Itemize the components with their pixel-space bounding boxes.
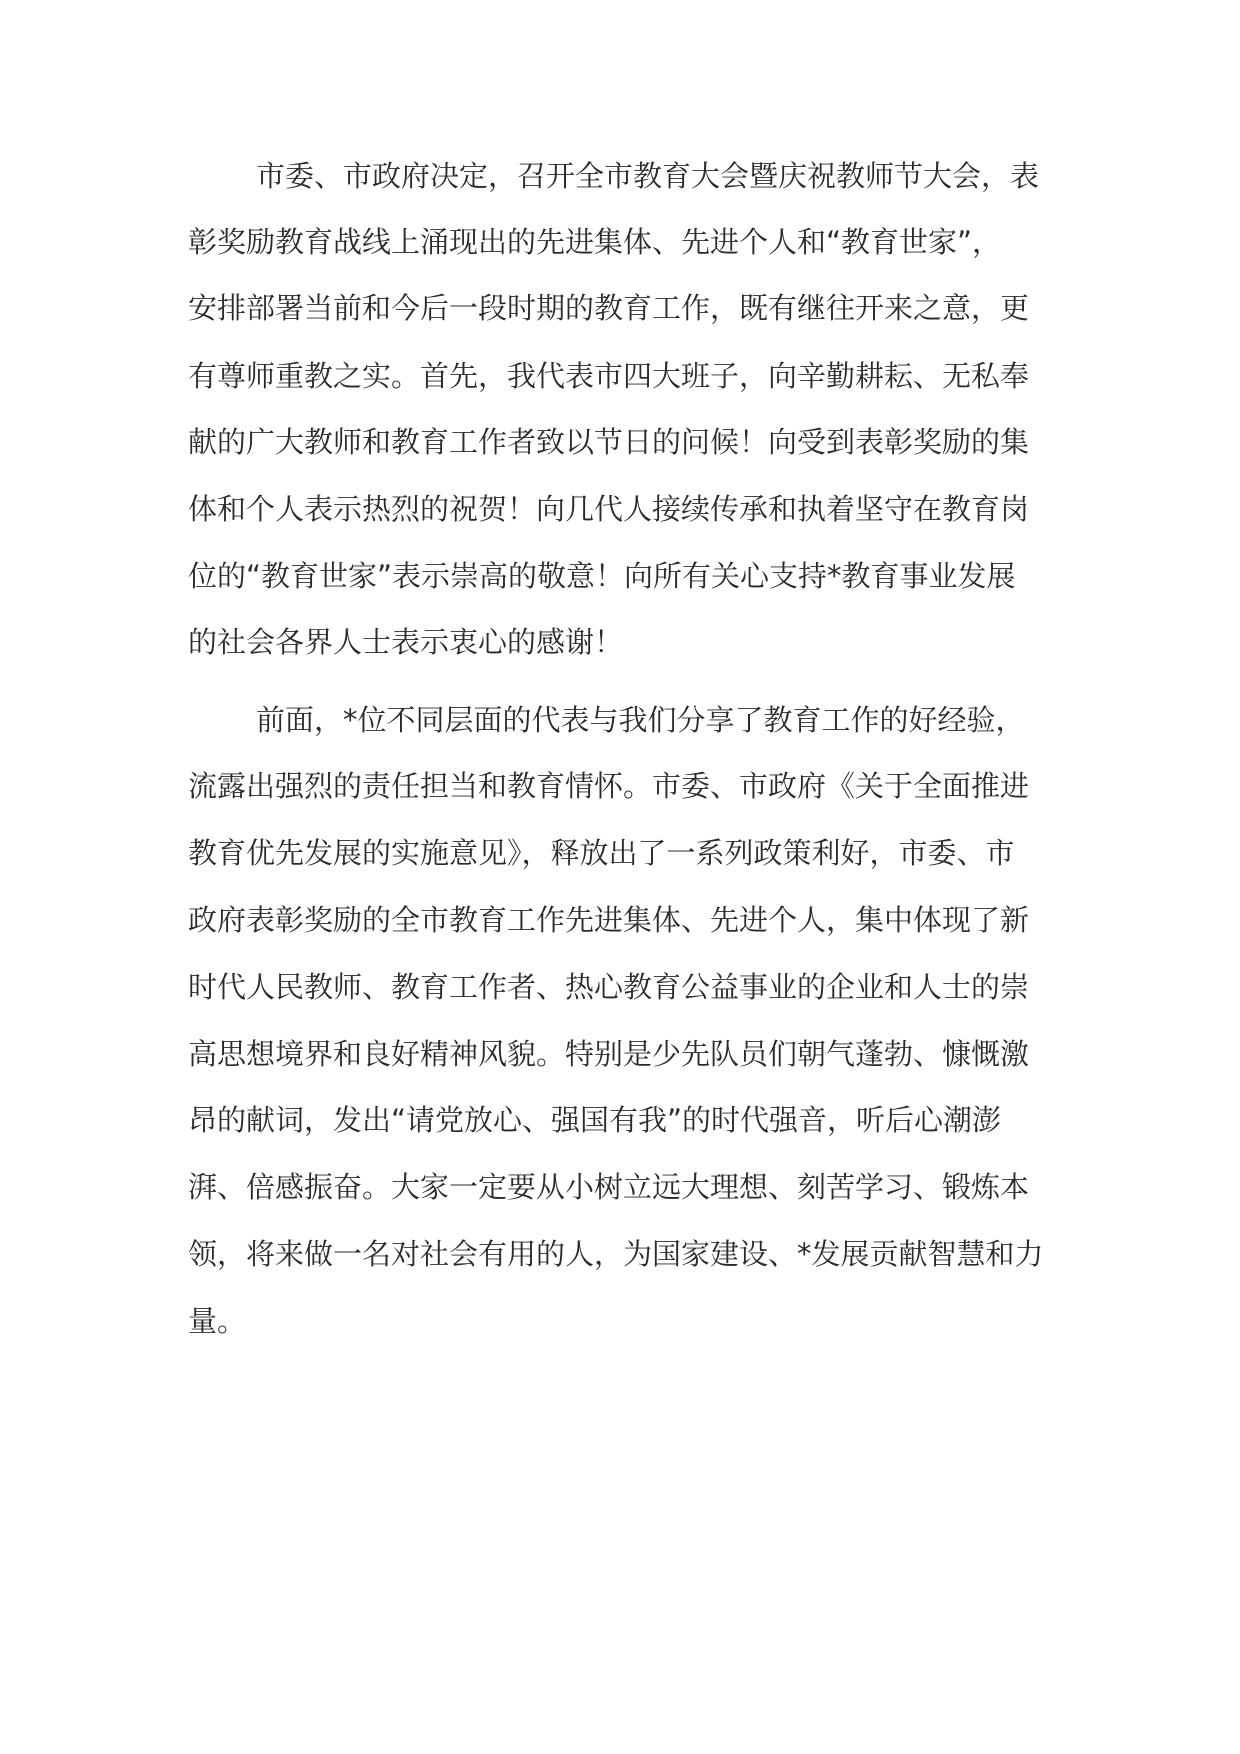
paragraph-1-line-8: 的社会各界人士表示衷心的感谢！ — [188, 625, 624, 659]
paragraph-2-line-9: 领，将来做一名对社会有用的人，为国家建设、*发展贡献智慧和力 — [188, 1237, 1044, 1271]
paragraph-2-line-5: 时代人民教师、教育工作者、热心教育公益事业的企业和人士的崇 — [188, 970, 1030, 1004]
paragraph-1-line-2: 彰奖励教育战线上涌现出的先进集体、先进个人和“教育世家”， — [188, 225, 1002, 259]
paragraph-1-line-5: 献的广大教师和教育工作者致以节日的问候！向受到表彰奖励的集 — [188, 425, 1030, 459]
paragraph-2-line-4: 政府表彰奖励的全市教育工作先进集体、先进个人，集中体现了新 — [188, 903, 1030, 937]
paragraph-2-line-7: 昂的献词，发出“请党放心、强国有我”的时代强音，听后心潮澎 — [188, 1103, 1002, 1137]
paragraph-1-line-6: 体和个人表示热烈的祝贺！向几代人接续传承和执着坚守在教育岗 — [188, 492, 1030, 526]
paragraph-2-line-3: 教育优先发展的实施意见》，释放出了一系列政策利好，市委、市 — [188, 836, 1015, 870]
paragraph-1-line-1: 市委、市政府决定，召开全市教育大会暨庆祝教师节大会，表 — [256, 159, 1040, 193]
paragraph-2-line-8: 湃、倍感振奋。大家一定要从小树立远大理想、刻苦学习、锻炼本 — [188, 1170, 1030, 1204]
paragraph-2-line-6: 高思想境界和良好精神风貌。特别是少先队员们朝气蓬勃、慷慨激 — [188, 1037, 1030, 1071]
paragraph-1-line-3: 安排部署当前和今后一段时期的教育工作，既有继往开来之意，更 — [188, 291, 1030, 325]
paragraph-2-line-2: 流露出强烈的责任担当和教育情怀。市委、市政府《关于全面推进 — [188, 769, 1030, 803]
paragraph-2-line-10: 量。 — [188, 1304, 247, 1338]
paragraph-1-line-7: 位的“教育世家”表示崇高的敬意！向所有关心支持*教育事业发展 — [188, 559, 1016, 593]
paragraph-1-line-4: 有尊师重教之实。首先，我代表市四大班子，向辛勤耕耘、无私奉 — [188, 359, 1030, 393]
paragraph-2-line-1: 前面，*位不同层面的代表与我们分享了教育工作的好经验， — [256, 703, 1025, 737]
